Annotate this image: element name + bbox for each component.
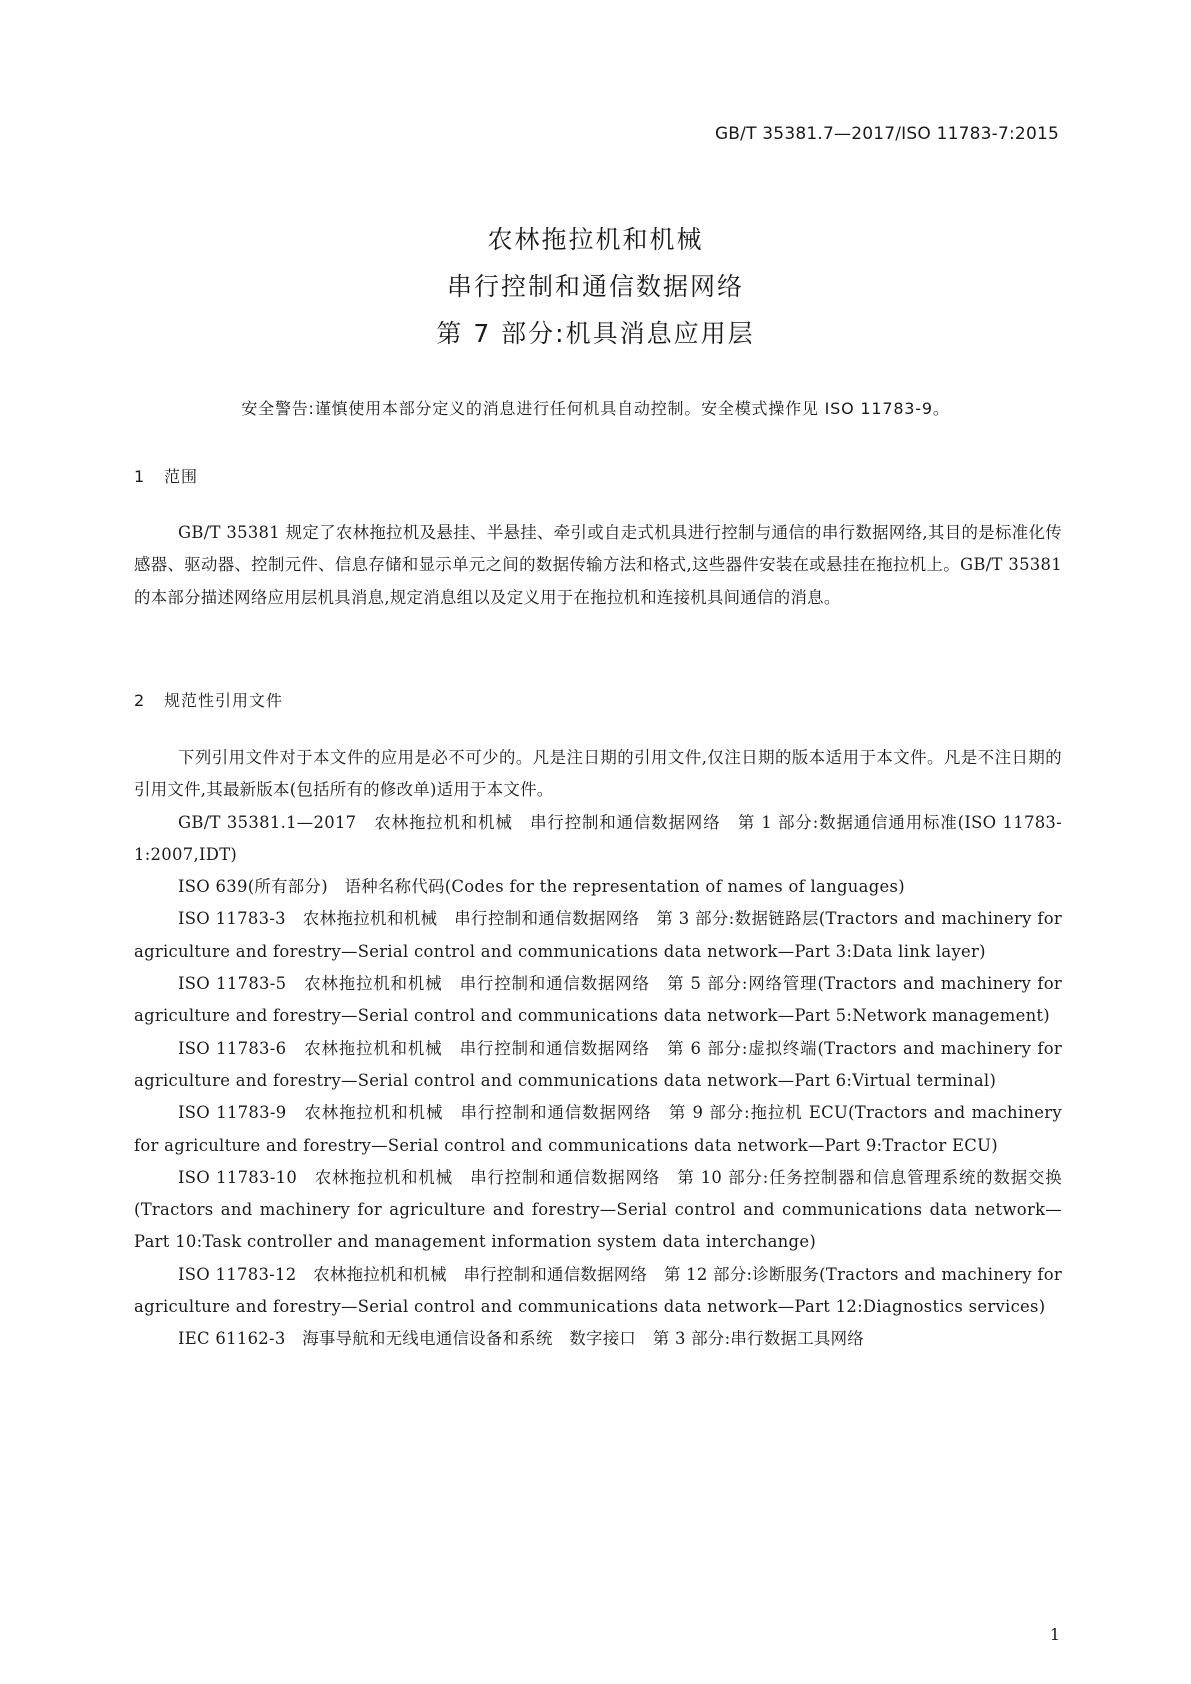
section-2-title: 规范性引用文件 <box>164 691 284 710</box>
section-1-paragraph: GB/T 35381 规定了农林拖拉机及悬挂、半悬挂、牵引或自走式机具进行控制与通信的串行数据网络,其目的是标准化传感器、驱动器、控制元件、信息存储和显示单元之间的数据传输方法和格式,这些器件安装在或悬挂在拖拉机上。GB/T 35381 的本部分描述网络应用层机具消息,规定消息组以及定义用于在拖拉机和连接机具间通信的消息。 <box>134 523 1062 607</box>
reference-item: ISO 11783-9 农林拖拉机和机械 串行控制和通信数据网络 第 9 部分:拖拉机 ECU(Tractors and machinery for agriculture and forestry—Serial control and communications data network—Part 9:Tractor ECU) <box>134 1103 1062 1155</box>
section-1-heading <box>134 464 198 487</box>
page-number: 1 <box>1049 1625 1060 1644</box>
section-2-number: 2 <box>134 691 146 710</box>
section-2-heading <box>134 688 283 711</box>
reference-item: ISO 11783-12 农林拖拉机和机械 串行控制和通信数据网络 第 12 部分:诊断服务(Tractors and machinery for agriculture and forestry—Serial control and communications data network—Part 12:Diagnostics services) <box>134 1264 1062 1317</box>
section-2-body <box>134 742 1062 1356</box>
section-1-number: 1 <box>134 467 146 486</box>
reference-item: ISO 11783-6 农林拖拉机和机械 串行控制和通信数据网络 第 6 部分:虚拟终端(Tractors and machinery for agriculture and forestry—Serial control and communications data network—Part 6:Virtual terminal) <box>134 1038 1062 1090</box>
safety-warning: 安全警告:谨慎使用本部分定义的消息进行任何机具自动控制。安全模式操作见 ISO 11783-9。 <box>241 399 950 418</box>
reference-item: IEC 61162-3 海事导航和无线电通信设备和系统 数字接口 第 3 部分:串行数据工具网络 <box>178 1329 864 1349</box>
reference-item: ISO 11783-5 农林拖拉机和机械 串行控制和通信数据网络 第 5 部分:网络管理(Tractors and machinery for agriculture and forestry—Serial control and communications data network—Part 5:Network management) <box>134 974 1062 1026</box>
section-2-intro: 下列引用文件对于本文件的应用是必不可少的。凡是注日期的引用文件,仅注日期的版本适用于本文件。凡是不注日期的引用文件,其最新版本(包括所有的修改单)适用于本文件。 <box>134 748 1062 800</box>
title-line-1: 农林拖拉机和机械 <box>487 225 704 254</box>
section-1-body <box>134 517 1062 614</box>
reference-item: ISO 11783-10 农林拖拉机和机械 串行控制和通信数据网络 第 10 部分:任务控制器和信息管理系统的数据交换(Tractors and machinery for agriculture and forestry—Serial control and communications data network—Part 10:Task controller and management information system data interchange) <box>134 1167 1062 1252</box>
title-line-2: 串行控制和通信数据网络 <box>446 272 744 301</box>
section-1-title: 范围 <box>164 467 199 486</box>
title-line-3: 第 7 部分:机具消息应用层 <box>436 319 755 348</box>
reference-item: ISO 639(所有部分) 语种名称代码(Codes for the representation of names of languages) <box>178 877 905 897</box>
reference-item: ISO 11783-3 农林拖拉机和机械 串行控制和通信数据网络 第 3 部分:数据链路层(Tractors and machinery for agriculture and forestry—Serial control and communications data network—Part 3:Data link layer) <box>134 909 1062 961</box>
standard-code: GB/T 35381.7—2017/ISO 11783-7:2015 <box>714 124 1059 144</box>
reference-item: GB/T 35381.1—2017 农林拖拉机和机械 串行控制和通信数据网络 第 1 部分:数据通信通用标准(ISO 11783-1:2007,IDT) <box>134 812 1062 864</box>
